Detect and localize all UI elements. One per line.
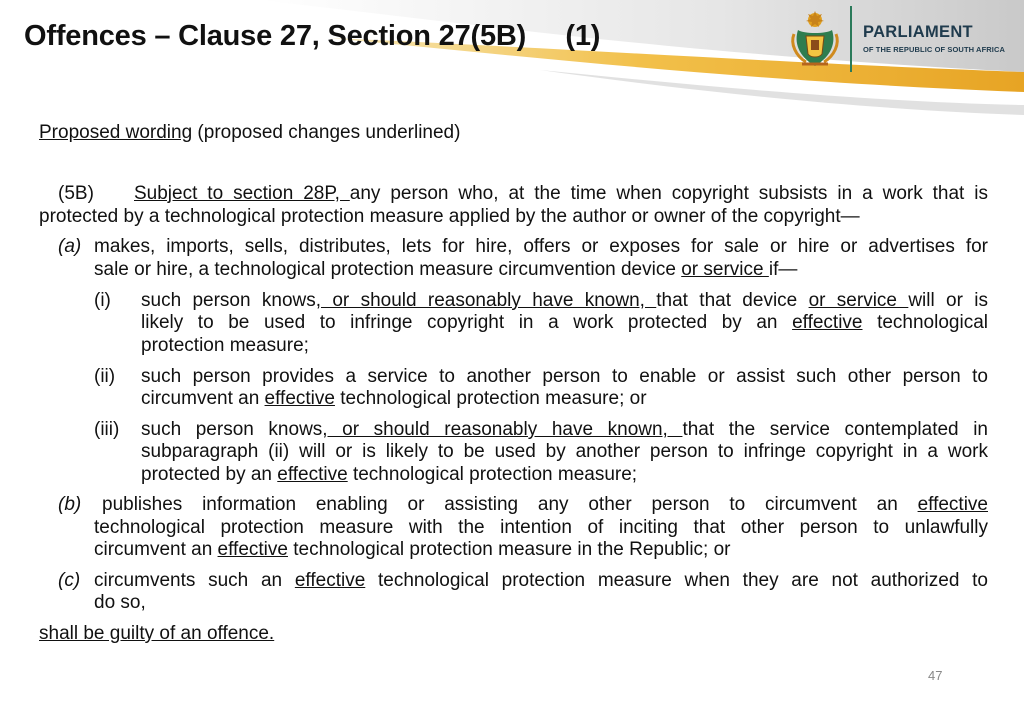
item-iii-line3-post: technological protection measure; — [347, 464, 638, 485]
item-i-line2-pre: likely to be used to infringe copyright in a work protected by an — [141, 312, 793, 333]
item-i-underlined-1: , or should reasonably have known, — [315, 290, 657, 311]
item-iii-underlined: , or should reasonably have known, — [322, 419, 683, 440]
item-ii-line2-pre: circumvent an — [141, 388, 265, 409]
item-b-line1-pre: publishes information enabling or assisting any other person to circumvent an — [102, 494, 918, 515]
item-a-end: if— — [768, 259, 798, 280]
item-iii-pre: such person knows — [141, 419, 323, 440]
item-iii-line3-underlined: effective — [277, 464, 348, 485]
parliament-logo — [784, 6, 1014, 72]
item-i-line-3: protection measure; — [141, 335, 309, 356]
intro-text-1: any person who, at the time when copyright subsists in a work that is — [349, 183, 988, 204]
intro-underlined: Subject to section 28P, — [134, 183, 350, 204]
item-i-label: (i) — [94, 290, 111, 311]
item-iii-line-1 — [141, 419, 988, 442]
item-ii-line-1: such person provides a service to another person to enable or assist such other person to — [141, 366, 988, 387]
item-ii-line-2 — [141, 388, 647, 411]
logo-name: PARLIAMENT — [863, 23, 973, 41]
item-c-line-1 — [94, 570, 988, 593]
logo-subtitle: OF THE REPUBLIC OF SOUTH AFRICA — [863, 45, 1005, 54]
item-b-line-3 — [94, 539, 731, 562]
heading-note: (proposed changes underlined) — [192, 122, 461, 143]
coat-of-arms-icon — [784, 8, 846, 70]
item-i-post: will or is — [908, 290, 988, 311]
item-ii-label: (ii) — [94, 366, 116, 387]
item-i-line-2 — [141, 312, 988, 335]
item-b-line-2: technological protection measure with the intention of inciting that other person to unlawfully — [94, 517, 988, 538]
proposed-wording-heading — [39, 122, 460, 145]
intro-line-1 — [39, 183, 988, 206]
item-a-underlined: or service — [681, 259, 769, 280]
item-ii-line2-post: technological protection measure; or — [334, 388, 647, 409]
item-c-line1-pre: circumvents such an — [94, 570, 295, 591]
item-b-line3-post: technological protection measure in the Republic; or — [287, 539, 731, 560]
item-b-label: (b) — [58, 494, 82, 515]
item-iii-line-2: subparagraph (ii) will or is likely to be used by another person to infringe copyright in a work — [141, 441, 988, 462]
item-b-line-1 — [102, 494, 988, 517]
item-iii-label: (iii) — [94, 419, 120, 440]
item-a-line-2 — [94, 259, 797, 282]
item-c-line1-post: technological protection measure when they are not authorized to — [365, 570, 988, 591]
item-c-line-2: do so, — [94, 592, 146, 613]
item-iii-line3-pre: protected by an — [141, 464, 278, 485]
item-iii-line-3 — [141, 464, 637, 487]
item-iii-post: that the service contemplated in — [682, 419, 988, 440]
heading-underlined: Proposed wording — [39, 122, 193, 143]
item-a-line-1: makes, imports, sells, distributes, lets for hire, offers or exposes for sale or hire or advertises for — [94, 236, 988, 257]
item-c-line1-underlined: effective — [294, 570, 366, 591]
logo-divider — [850, 6, 852, 72]
item-c-label: (c) — [58, 570, 81, 591]
item-a-text: sale or hire, a technological protection measure circumvention device — [94, 259, 682, 280]
item-i-line-1 — [141, 290, 988, 313]
item-i-underlined-2: or service — [808, 290, 909, 311]
item-i-mid: that that device — [656, 290, 809, 311]
item-ii-underlined: effective — [264, 388, 335, 409]
item-i-line2-underlined: effective — [792, 312, 863, 333]
item-i-pre: such person knows — [141, 290, 316, 311]
item-b-line3-pre: circumvent an — [94, 539, 218, 560]
intro-label: (5B) — [58, 183, 94, 204]
item-b-line1-underlined: effective — [917, 494, 988, 515]
page-number: 47 — [928, 668, 943, 683]
closing-statement: shall be guilty of an offence. — [39, 623, 275, 644]
item-i-line2-post: technological — [862, 312, 988, 333]
item-a-label: (a) — [58, 236, 82, 257]
item-b-line3-underlined: effective — [217, 539, 288, 560]
slide-title: Offences – Clause 27, Section 27(5B) (1) — [24, 20, 601, 52]
intro-line-2: protected by a technological protection measure applied by the author or owner of the copyright— — [39, 206, 860, 227]
